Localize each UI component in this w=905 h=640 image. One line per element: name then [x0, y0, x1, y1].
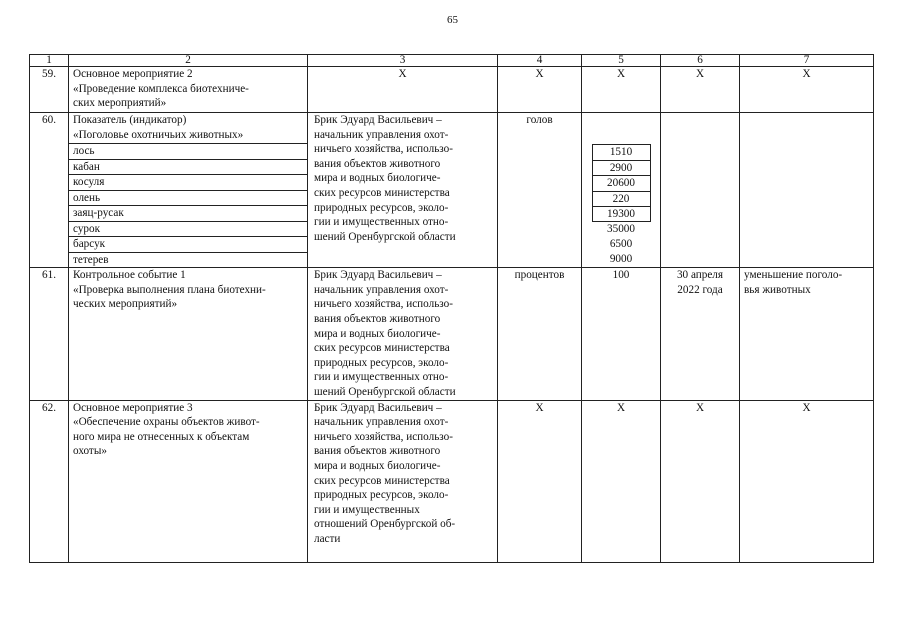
row-number: 61.: [30, 268, 69, 400]
value-cell: X: [582, 400, 661, 562]
indicator-title: Показатель (индикатор) «Поголовье охотничьих животных»: [73, 114, 244, 141]
table-row: [30, 268, 874, 400]
responsible-cell: Брик Эдуард Васильевич – начальник управления охот- ничьего хозяйства, использо- вания объектов животного мира и водных биологиче- ских ресурсов министерства природных ресурсов, эколо- гии и имущественных отношений Оренбургской об- ласти: [308, 400, 498, 562]
table-row: [30, 400, 874, 562]
header-cell: 2: [69, 55, 308, 67]
result-cell: X: [740, 400, 874, 562]
date-cell: X: [661, 67, 740, 113]
header-cell: 1: [30, 55, 69, 67]
table-row: [30, 67, 874, 113]
value-box: 2900: [592, 160, 651, 176]
value-text: 9000: [609, 252, 633, 265]
value-text: 35000: [607, 222, 635, 235]
responsible-cell: X: [308, 67, 498, 113]
header-cell: 7: [740, 55, 874, 67]
date-cell: 30 апреля 2022 года: [661, 268, 740, 400]
value-box: 20600: [592, 175, 651, 191]
value-box: 220: [592, 191, 651, 207]
unit-cell: X: [498, 67, 582, 113]
list-item: лось: [69, 143, 307, 159]
list-item: олень: [69, 190, 307, 206]
list-item: барсук: [69, 236, 307, 252]
header-cell: 5: [582, 55, 661, 67]
row-number: 59.: [30, 67, 69, 113]
result-cell: [740, 113, 874, 268]
result-cell: X: [740, 67, 874, 113]
measure-title: Основное мероприятие 3 «Обеспечение охраны объектов живот- ного мира не отнесенных к объектам охоты»: [69, 400, 308, 562]
header-cell: 4: [498, 55, 582, 67]
species-list: [73, 143, 303, 267]
unit-cell: процентов: [498, 268, 582, 400]
row-number: 60.: [30, 113, 69, 268]
value-box: 19300: [592, 206, 651, 222]
unit-cell: X: [498, 400, 582, 562]
value-cell: 100: [582, 268, 661, 400]
header-cell: 3: [308, 55, 498, 67]
header-cell: 6: [661, 55, 740, 67]
event-title: Контрольное событие 1 «Проверка выполнения плана биотехни- ческих мероприятий»: [69, 268, 308, 400]
page-number: 65: [447, 14, 458, 26]
list-item: тетерев: [69, 252, 307, 268]
date-cell: X: [661, 400, 740, 562]
value-box: 1510: [592, 144, 651, 160]
date-cell: [661, 113, 740, 268]
species-values: [582, 113, 660, 267]
list-item: кабан: [69, 159, 307, 175]
program-table: [29, 54, 874, 563]
header-row: [30, 55, 874, 67]
unit-cell: голов: [498, 113, 582, 268]
value-text: 6500: [609, 237, 633, 250]
row-number: 62.: [30, 400, 69, 562]
responsible-cell: Брик Эдуард Васильевич – начальник управления охот- ничьего хозяйства, использо- вания объектов животного мира и водных биологиче- ских ресурсов министерства природных ресурсов, эколо- гии и имущественных отно- шений Оренбургской области: [308, 268, 498, 400]
value-cell: X: [582, 67, 661, 113]
responsible-cell: Брик Эдуард Васильевич – начальник управления охот- ничьего хозяйства, использо- вания объектов животного мира и водных биологиче- ских ресурсов министерства природных ресурсов, эколо- гии и имущественных отно- шений Оренбургской области: [308, 113, 498, 268]
table-row: [30, 113, 874, 268]
list-item: сурок: [69, 221, 307, 237]
list-item: заяц-русак: [69, 205, 307, 221]
measure-title: Основное мероприятие 2 «Проведение комплекса биотехниче- ских мероприятий»: [69, 67, 308, 113]
result-cell: уменьшение поголо- вья животных: [740, 268, 874, 400]
list-item: косуля: [69, 174, 307, 190]
